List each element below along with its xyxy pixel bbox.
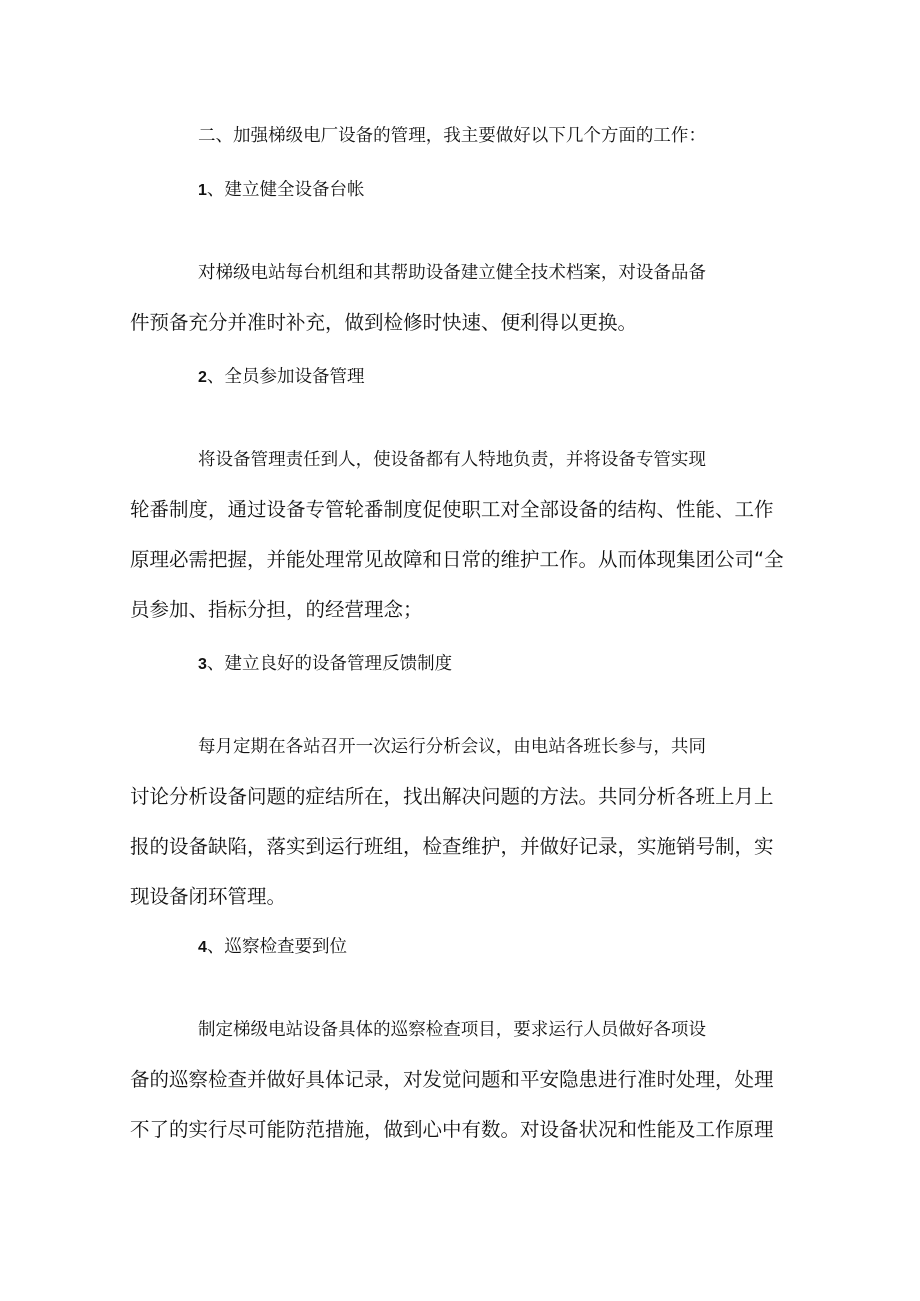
section-heading-3 <box>198 651 868 678</box>
paragraph-line: 不了的实行尽可能防范措施，做到心中有数。对设备状况和性能及工作原理 <box>130 1118 774 1141</box>
section-title: 、全员参加设备管理 <box>206 367 365 387</box>
section-title: 、建立健全设备台帐 <box>206 180 365 200</box>
section-number: 2 <box>198 369 207 386</box>
paragraph-line: 原理必需把握，并能处理常见故障和日常的维护工作。从而体现集团公司“全 <box>130 548 784 571</box>
section-heading-1 <box>198 177 868 204</box>
section-number: 1 <box>198 182 207 199</box>
paragraph-line: 报的设备缺陷，落实到运行班组，检查维护，并做好记录，实施销号制，实 <box>130 835 774 858</box>
section-number: 3 <box>198 656 207 673</box>
paragraph-line: 员参加、指标分担，的经营理念； <box>130 598 423 621</box>
section-number: 4 <box>198 939 207 956</box>
paragraph-line: 讨论分析设备问题的症结所在，找出解决问题的方法。共同分析各班上月上 <box>130 785 774 808</box>
paragraph-line: 将设备管理责任到人，使设备都有人特地负责，并将设备专管实现 <box>198 450 706 470</box>
section-heading-4 <box>198 934 868 961</box>
paragraph-line: 制定梯级电站设备具体的巡察检查项目，要求运行人员做好各项设 <box>198 1020 706 1040</box>
section-heading-2 <box>198 364 868 391</box>
paragraph-line: 每月定期在各站召开一次运行分析会议，由电站各班长参与，共同 <box>198 737 706 757</box>
paragraph-line: 轮番制度，通过设备专管轮番制度促使职工对全部设备的结构、性能、工作 <box>130 498 774 521</box>
paragraph-line: 对梯级电站每台机组和其帮助设备建立健全技术档案，对设备品备 <box>198 263 706 283</box>
paragraph-line: 备的巡察检查并做好具体记录，对发觉问题和平安隐患进行准时处理，处理 <box>130 1068 774 1091</box>
paragraph-line: 现设备闭环管理。 <box>130 885 287 908</box>
intro-paragraph: 二、加强梯级电厂设备的管理，我主要做好以下几个方面的工作： <box>198 126 706 146</box>
section-title: 、巡察检查要到位 <box>206 937 348 957</box>
section-title: 、建立良好的设备管理反馈制度 <box>206 654 453 674</box>
paragraph-line: 件预备充分并准时补充，做到检修时快速、便利得以更换。 <box>130 311 638 334</box>
